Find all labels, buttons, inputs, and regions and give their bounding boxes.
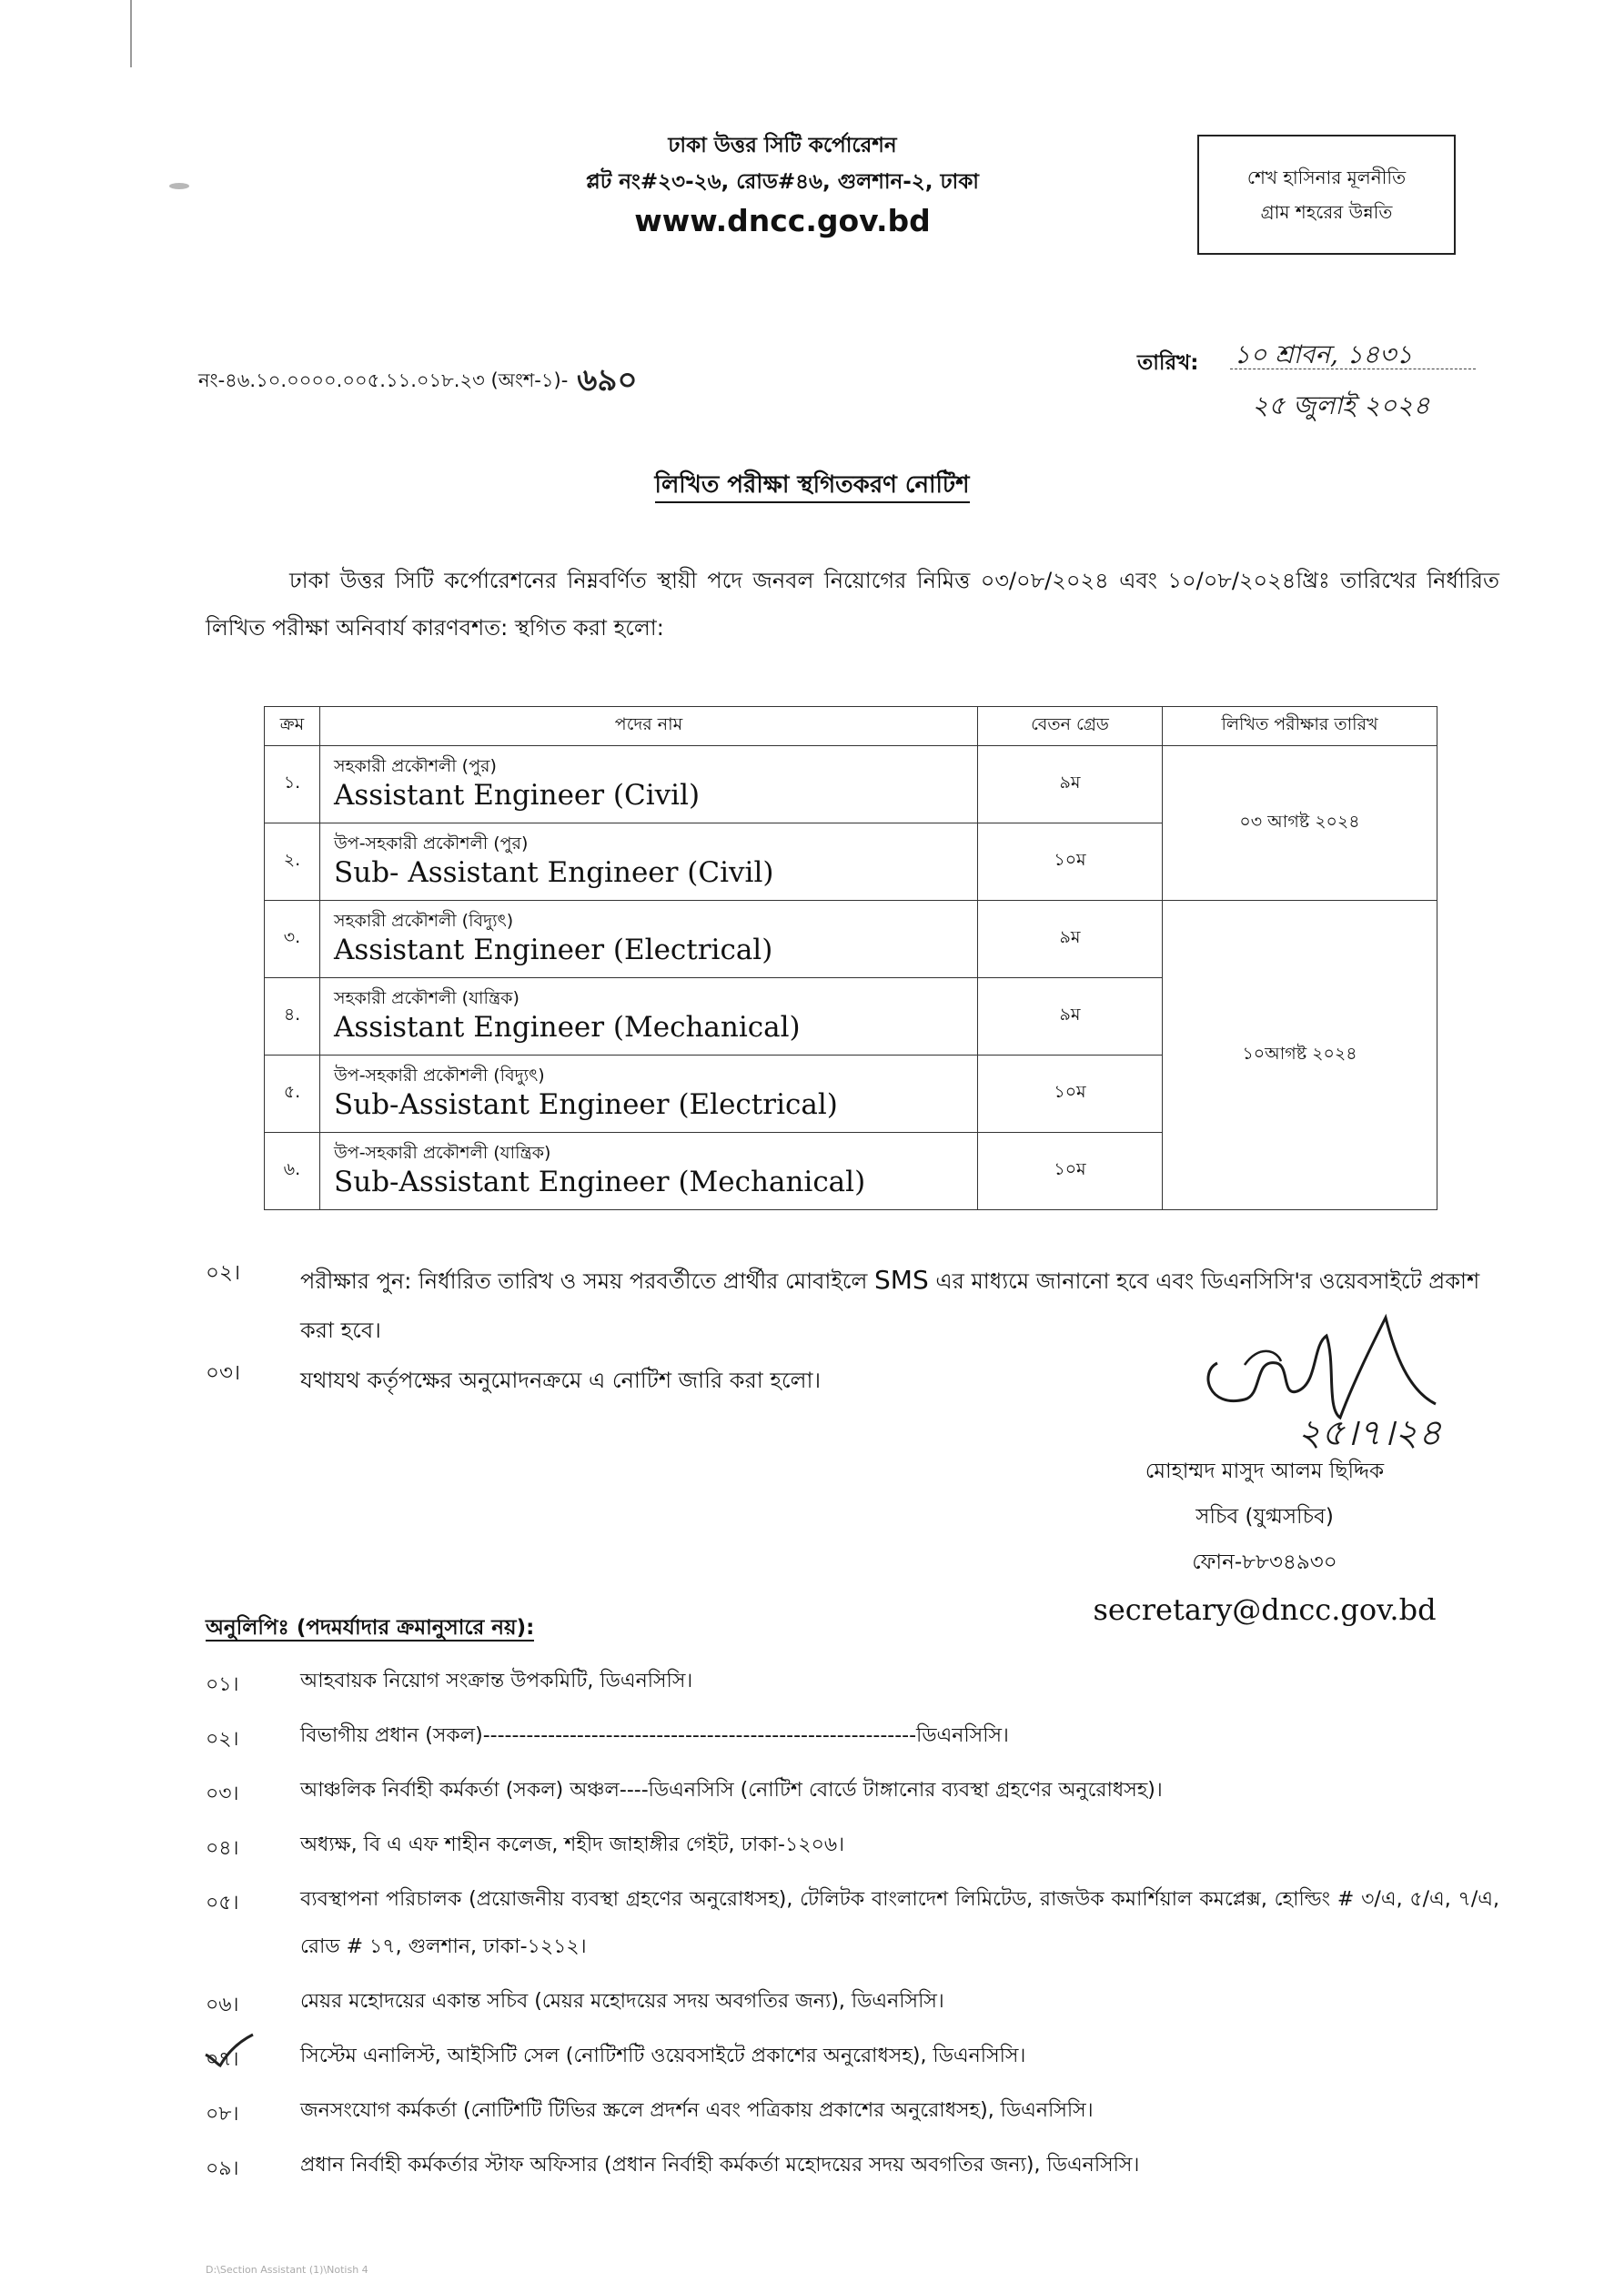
post-name-bn: উপ-সহকারী প্রকৌশলী (পুর) — [334, 833, 529, 854]
signatory-phone: ফোন-৮৮৩৪৯৩০ — [1192, 1551, 1337, 1574]
signature-mark — [1190, 1308, 1481, 1454]
row-post — [320, 1133, 978, 1210]
row-post — [320, 746, 978, 823]
signatory-designation: সচিব (যুগ্মসচিব) — [1195, 1505, 1334, 1529]
cc-item-number: ০৮। — [206, 2103, 239, 2126]
post-name-bn: উপ-সহকারী প্রকৌশলী (যান্ত্রিক) — [334, 1143, 551, 1163]
cc-item-text: অধ্যক্ষ, বি এ এফ শাহীন কলেজ, শহীদ জাহাঙ্গীর গেইট, ঢাকা-১২০৬। — [300, 1833, 845, 1856]
row-grade: ১০ম — [978, 823, 1163, 901]
row-grade: ১০ম — [978, 1133, 1163, 1210]
check-mark-icon — [202, 2031, 257, 2067]
row-post — [320, 978, 978, 1056]
row-serial: ৩. — [265, 901, 320, 978]
cc-item-text: সিস্টেম এনালিস্ট, আইসিটি সেল (নোটিশটি ওয়েবসাইটে প্রকাশের অনুরোধসহ), ডিএনসিসি। — [300, 2045, 1026, 2067]
cc-item-number: ০৪। — [206, 1837, 239, 1860]
date-label: তারিখ: — [1137, 351, 1199, 375]
row-serial: ৪. — [265, 978, 320, 1056]
org-name: ঢাকা উত্তর সিটি কর্পোরেশন — [668, 134, 897, 157]
cc-item-number: ০৬। — [206, 1994, 239, 2016]
cc-item-text: জনসংযোগ কর্মকর্তা (নোটিশটি টিভির স্ক্রলে প্রদর্শন এবং পত্রিকায় প্রকাশের অনুরোধসহ), ডিএনসিসি। — [300, 2099, 1094, 2122]
post-name-bn: সহকারী প্রকৌশলী (বিদ্যুৎ) — [334, 911, 514, 931]
row-post — [320, 823, 978, 901]
memo-number — [198, 357, 638, 409]
post-name-en: Sub-Assistant Engineer (Electrical) — [334, 1088, 838, 1121]
post-name-en: Assistant Engineer (Civil) — [334, 779, 701, 812]
cc-item-number: ০১। — [206, 1673, 239, 1696]
cc-item-text: আঞ্চলিক নির্বাহী কর্মকর্তা (সকল) অঞ্চল----ডিএনসিসি (নোটিশ বোর্ডে টাঙ্গানোর ব্যবস্থা গ্রহণের অনুরোধসহ)। — [300, 1779, 1163, 1802]
row-grade: ৯ম — [978, 746, 1163, 823]
memo-handwritten-number: ৬৯০ — [577, 362, 638, 399]
row-serial: ১. — [265, 746, 320, 823]
post-name-bn: উপ-সহকারী প্রকৌশলী (বিদ্যুৎ) — [334, 1066, 545, 1086]
row-post — [320, 1056, 978, 1133]
row-serial: ৬. — [265, 1133, 320, 1210]
item-02-sms: SMS — [874, 1265, 929, 1295]
date-english: ২৫ জুলাই ২০২৪ — [1252, 390, 1430, 420]
posts-table — [264, 706, 1437, 1210]
item-02-number: ০২। — [206, 1261, 241, 1285]
post-name-en: Sub- Assistant Engineer (Civil) — [334, 856, 774, 889]
notice-title — [0, 466, 1624, 506]
memo-number-text: নং-৪৬.১০.০০০০.০০৫.১১.০১৮.২৩ (অংশ-১)- — [198, 369, 569, 391]
scan-margin-line — [130, 0, 132, 67]
col-header-grade: বেতন গ্রেড — [978, 707, 1163, 746]
letterhead — [509, 127, 1055, 242]
row-serial: ২. — [265, 823, 320, 901]
date-bangla: ১০ শ্রাবন, ১৪৩১ — [1234, 339, 1413, 369]
col-header-post: পদের নাম — [320, 707, 978, 746]
post-name-en: Sub-Assistant Engineer (Mechanical) — [334, 1166, 866, 1198]
row-post — [320, 901, 978, 978]
slogan-line-1: শেখ হাসিনার মূলনীতি — [1246, 167, 1407, 188]
table-header-row — [265, 707, 1437, 746]
post-name-en: Assistant Engineer (Mechanical) — [334, 1011, 801, 1044]
row-grade: ১০ম — [978, 1056, 1163, 1133]
post-name-bn: সহকারী প্রকৌশলী (যান্ত্রিক) — [334, 988, 519, 1008]
col-header-serial: ক্রম — [265, 707, 320, 746]
row-grade: ৯ম — [978, 901, 1163, 978]
signatory-email: secretary@dncc.gov.bd — [1093, 1592, 1437, 1627]
cc-item-text: আহবায়ক নিয়োগ সংক্রান্ত উপকমিটি, ডিএনসিসি। — [300, 1670, 693, 1692]
signatory-name: মোহাম্মদ মাসুদ আলম ছিদ্দিক — [1145, 1460, 1385, 1483]
slogan-line-2: গ্রাম শহরের উন্নতি — [1260, 201, 1393, 223]
cc-item-text: মেয়র মহোদয়ের একান্ত সচিব (মেয়র মহোদয়ের সদয় অবগতির জন্য), ডিএনসিসি। — [300, 1990, 944, 2013]
scan-punch-mark — [169, 183, 189, 189]
cc-item-number: ০৩। — [206, 1783, 239, 1805]
cc-item-number: ০২। — [206, 1728, 239, 1751]
col-header-exam-date: লিখিত পরীক্ষার তারিখ — [1163, 707, 1437, 746]
item-02-text-a: পরীক্ষার পুন: নির্ধারিত তারিখ ও সময় পরবর্তীতে প্রার্থীর মোবাইলে — [300, 1268, 868, 1294]
file-path-footer: D:\Section Assistant (1)\Notish 4 — [206, 2264, 368, 2276]
item-02-text-b: এর মাধ্যমে জানানো হবে এবং ডিএনসিসি'র ওয়েবসাইটে প্রকাশ করা হবে। — [300, 1268, 1480, 1343]
cc-item-text: বিভাগীয় প্রধান (সকল)------------------------------------------------------------ডিএনসিসি। — [300, 1724, 1009, 1747]
table-row — [265, 901, 1437, 978]
cc-item-text: প্রধান নির্বাহী কর্মকর্তার স্টাফ অফিসার (প্রধান নির্বাহী কর্মকর্তা মহোদয়ের সদয় অবগতির জন্য), ডিএনসিসি। — [300, 2154, 1140, 2177]
notice-title-text: লিখিত পরীক্ষা স্থগিতকরণ নোটিশ — [655, 471, 970, 503]
exam-date-1: ০৩ আগষ্ট ২০২৪ — [1163, 746, 1437, 901]
slogan-box — [1197, 135, 1456, 255]
cc-heading-text: অনুলিপিঃ (পদমর্যাদার ক্রমানুসারে নয়): — [206, 1616, 535, 1640]
cc-item-number: ০৯। — [206, 2157, 239, 2180]
cc-item-text: ব্যবস্থাপনা পরিচালক (প্রয়োজনীয় ব্যবস্থা গ্রহণের অনুরোধসহ), টেলিটক বাংলাদেশ লিমিটেড, রাজউক কমার্শিয়াল কমপ্লেক্স, হোল্ডিং # ৩/এ, ৫/এ, ৭/এ, রোড # ১৭, গুলশান, ঢাকা-১২১২। — [300, 1888, 1499, 1958]
row-serial: ৫. — [265, 1056, 320, 1133]
cc-item-number: ০৫। — [206, 1892, 239, 1914]
org-address: প্লট নং#২৩-২৬, রোড#৪৬, গুলশান-২, ঢাকা — [586, 170, 979, 194]
signatory-block — [1055, 1449, 1474, 1634]
org-website: www.dncc.gov.bd — [634, 203, 931, 238]
item-03-text: যথাযথ কর্তৃপক্ষের অনুমোদনক্রমে এ নোটিশ জারি করা হলো। — [300, 1368, 822, 1393]
intro-paragraph: ঢাকা উত্তর সিটি কর্পোরেশনের নিম্নবর্ণিত স্থায়ী পদে জনবল নিয়োগের নিমিত্ত ০৩/০৮/২০২৪ এবং ১০/০৮/২০২৪খ্রিঃ তারিখের নির্ধারিত লিখিত পরীক্ষা অনিবার্য কারণবশত: স্থগিত করা হলো: — [206, 568, 1499, 641]
exam-date-2: ১০আগষ্ট ২০২৪ — [1163, 901, 1437, 1210]
post-name-bn: সহকারী প্রকৌশলী (পুর) — [334, 756, 497, 776]
cc-heading — [206, 1611, 534, 1646]
table-row — [265, 746, 1437, 823]
post-name-en: Assistant Engineer (Electrical) — [334, 934, 773, 966]
row-grade: ৯ম — [978, 978, 1163, 1056]
signature-date: ২৫।৭।২৪ — [1297, 1412, 1442, 1454]
item-03-number: ০৩। — [206, 1361, 241, 1385]
cc-item-number: ০৭। — [206, 2048, 239, 2071]
